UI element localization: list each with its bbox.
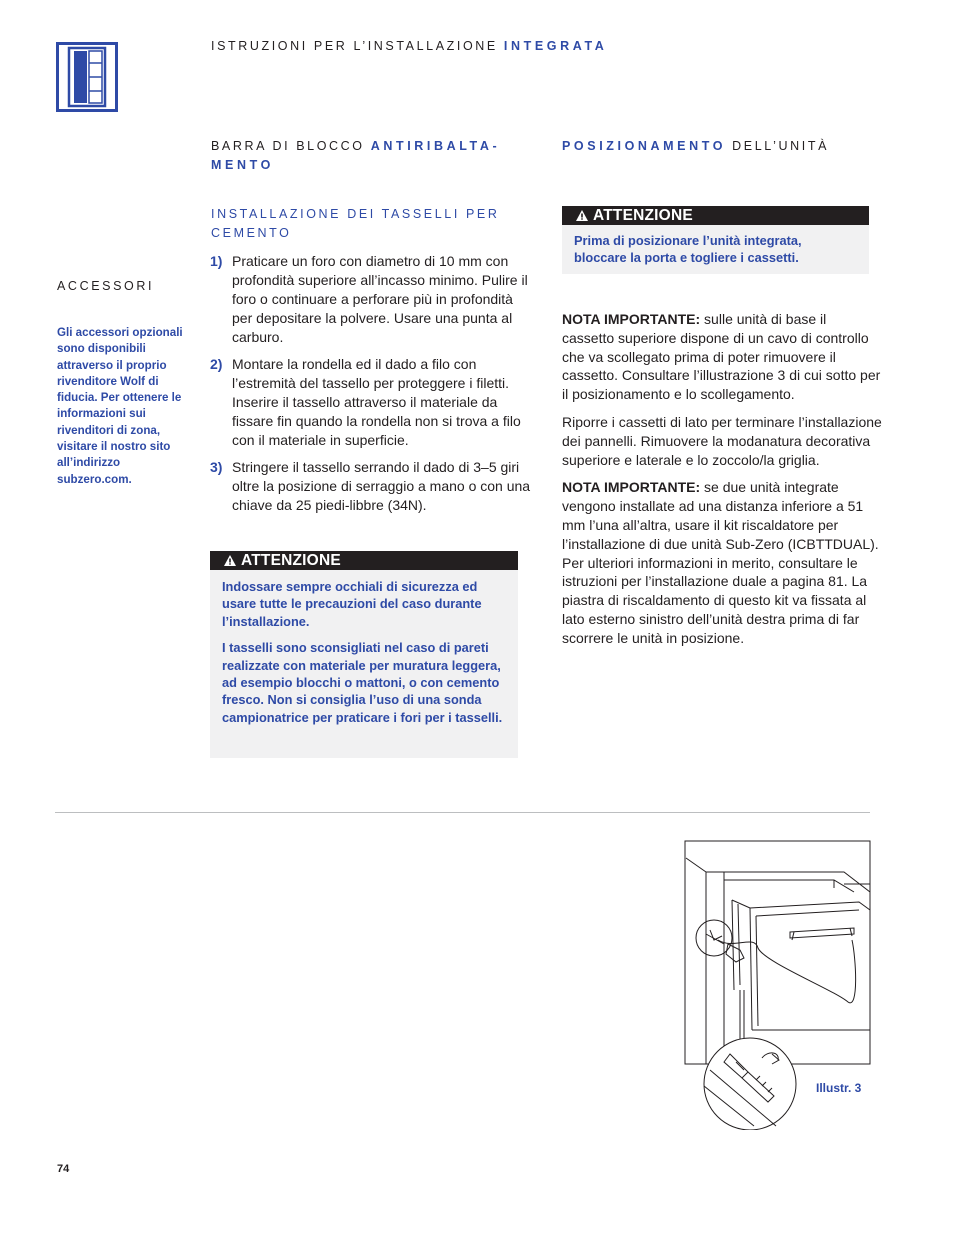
warning-body (210, 570, 518, 738)
page-header (211, 39, 607, 53)
warning-box-anchors (210, 551, 518, 758)
warning-body (562, 225, 869, 279)
step-text: Stringere il tassello serrando il dado di 3–5 giri oltre la posizione di serraggio a mano o con una chiave da 25 piedi-libbre (34N). (232, 459, 531, 513)
subsection-title-line2: CEMENTO (211, 226, 292, 240)
warning-header (210, 551, 518, 570)
refrigerator-logo-icon (56, 42, 118, 112)
step-number: 3) (210, 459, 223, 475)
step-text: Montare la rondella ed il dado a filo con l’estremità del tassello per proteggere i filetti. Inserire il tassello attraverso il materiale da fissare fin quando la rondella non si trova a filo con il materiale in superficie. (232, 356, 521, 448)
section-title-anti-tip (211, 137, 531, 175)
step-text: Praticare un foro con diametro di 10 mm con profondità superiore all’incasso minimo. Pulire il foro o continuare a perforare più in profondità per depositare la polvere. Usare una punta al carburo. (232, 253, 528, 345)
header-title-plain: ISTRUZIONI PER L’INSTALLAZIONE (211, 39, 498, 53)
section-title-positioning (562, 137, 882, 156)
step-item (210, 458, 532, 515)
section-title-accent-2: MENTO (211, 158, 274, 172)
step-number: 2) (210, 356, 223, 372)
warning-triangle-icon (576, 207, 588, 226)
step-item (210, 355, 532, 450)
paragraph (562, 413, 882, 469)
section-title-accent: POSIZIONAMENTO (562, 139, 727, 153)
step-item (210, 252, 532, 347)
section-title-accent-1: ANTIRIBALTA- (370, 139, 501, 153)
illustration-caption: Illustr. 3 (816, 1081, 862, 1095)
warning-header (562, 206, 869, 225)
warning-paragraph: Indossare sempre occhiali di sicurezza ed usare tutte le precauzioni del caso durante l’installazione. (222, 579, 482, 629)
paragraph-text: Riporre i cassetti di lato per terminare l’installazione dei pannelli. Rimuovere la modanatura decorativa superiore e laterale e lo zoccolo/la griglia. (562, 413, 882, 468)
section-title-plain: DELL’UNITÀ (732, 139, 830, 153)
section-divider (55, 812, 870, 813)
subsection-title-anchors (211, 205, 531, 243)
subsection-title-line1: INSTALLAZIONE DEI TASSELLI PER (211, 207, 500, 221)
sidebar-label-accessories: ACCESSORI (57, 279, 155, 293)
warning-paragraph: I tasselli sono sconsigliati nel caso di pareti realizzate con materiale per muratura leggera, ad esempio blocchi o mattoni, o con cemento fresco. Non si consiglia l’uso di una sonda campionatrice per praticare i fori per i tasselli. (222, 640, 503, 725)
paragraph (562, 310, 882, 404)
step-number: 1) (210, 253, 223, 269)
positioning-text (562, 310, 882, 657)
warning-triangle-icon (224, 552, 236, 571)
installation-steps (210, 252, 532, 523)
sidebar-note: Gli accessori opzionali sono disponibili attraverso il proprio rivenditore Wolf di fiducia. Per ottenere le informazioni sui rivenditori di zona, visitare il nostro sito all’indirizzo subzero.com. (57, 326, 183, 486)
warning-label: ATTENZIONE (241, 552, 341, 569)
paragraph-lead: NOTA IMPORTANTE: (562, 311, 701, 327)
warning-paragraph: Prima di posizionare l’unità integrata, bloccare la porta e togliere i cassetti. (574, 233, 802, 266)
paragraph-text: se due unità integrate vengono installate ad una distanza inferiore a 51 mm l’una all’altra, usare il kit riscaldatore per l’installazione di due unità Sub-Zero (ICBTTDUAL). Per ulteriori informazioni in merito, consultare le istruzioni per l’installazione duale a pagina 81. La piastra di riscaldamento di questo kit va fissata al lato esterno sinistro dell’unità destra prima di far scorrere le unità in posizione. (562, 479, 879, 646)
paragraph (562, 478, 882, 647)
page-number: 74 (57, 1163, 70, 1175)
section-title-plain: BARRA DI BLOCCO (211, 139, 365, 153)
warning-box-positioning (562, 206, 869, 274)
paragraph-lead: NOTA IMPORTANTE: (562, 479, 701, 496)
paragraph-text: sulle unità di base il cassetto superiore dispone di un cavo di controllo che va scollegato prima di poter rimuovere il cassetto. Consultare l’illustrazione 3 di cui sotto per il posizionamento e lo scollegamento. (562, 311, 881, 403)
warning-label: ATTENZIONE (593, 207, 693, 224)
header-title-accent: INTEGRATA (503, 39, 608, 53)
